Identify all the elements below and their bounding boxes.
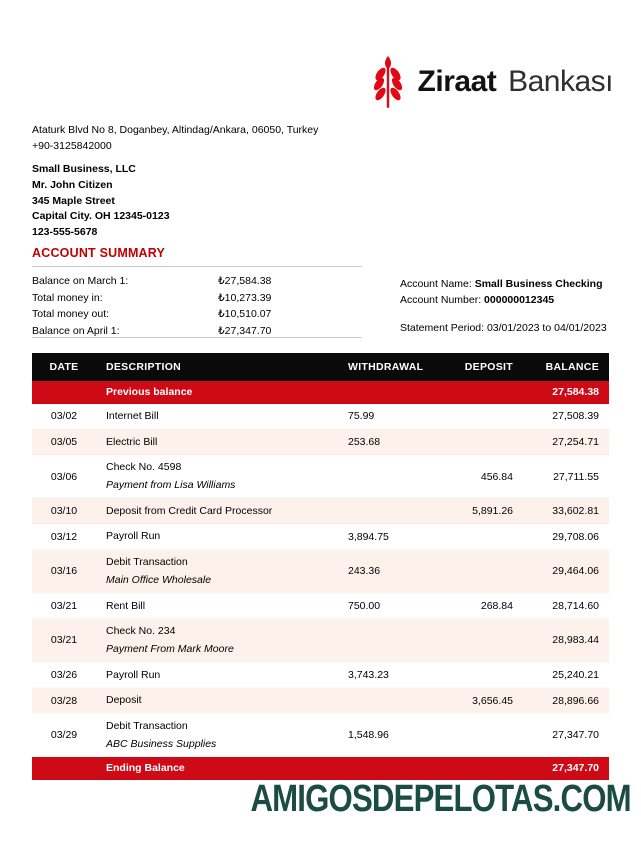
cell-date: 03/21 <box>32 619 96 662</box>
cell-empty <box>446 757 521 780</box>
transaction-row <box>32 455 609 498</box>
cell-date: 03/26 <box>32 662 96 688</box>
customer-name-line: Small Business, LLC <box>32 163 136 175</box>
account-number-line <box>400 292 607 308</box>
column-header-balance: BALANCE <box>521 353 609 381</box>
cell-withdrawal: 243.36 <box>336 550 446 593</box>
cell-balance: 27,347.70 <box>521 713 609 756</box>
cell-deposit <box>446 713 521 756</box>
summary-balances <box>32 273 271 339</box>
cell-withdrawal <box>336 498 446 524</box>
cell-withdrawal <box>336 619 446 662</box>
cell-withdrawal: 253.68 <box>336 429 446 455</box>
cell-deposit: 5,891.26 <box>446 498 521 524</box>
transaction-row <box>32 662 609 688</box>
cell-date: 03/29 <box>32 713 96 756</box>
cell-deposit <box>446 524 521 550</box>
description-note: Main Office Wholesale <box>106 573 212 586</box>
bank-address-line: Ataturk Blvd No 8, Doganbey, Altindag/Ankara, 06050, Turkey <box>32 124 319 136</box>
summary-account-info <box>400 276 607 336</box>
transaction-row <box>32 688 609 714</box>
transaction-row <box>32 619 609 662</box>
transaction-rows <box>32 404 609 757</box>
statement-period: Statement Period: 03/01/2023 to 04/01/2023 <box>400 321 607 334</box>
cell-withdrawal: 3,743.23 <box>336 662 446 688</box>
bank-phone: +90-3125842000 <box>32 139 112 152</box>
logo-name-bold: Ziraat <box>417 65 497 98</box>
ending-balance-row <box>32 757 609 780</box>
description-text: Rent Bill <box>106 599 146 612</box>
cell-date: 03/12 <box>32 524 96 550</box>
cell-balance: 28,983.44 <box>521 619 609 662</box>
account-name-line <box>400 276 607 292</box>
cell-description <box>96 619 336 662</box>
column-header-withdrawal: WITHDRAWAL <box>336 353 446 381</box>
transaction-row <box>32 550 609 593</box>
cell-date: 03/06 <box>32 455 96 498</box>
transaction-row <box>32 404 609 430</box>
cell-balance: 27,711.55 <box>521 455 609 498</box>
column-header-deposit: DEPOSIT <box>446 353 521 381</box>
summary-bottom-divider <box>32 337 362 338</box>
summary-value: ₺27,584.38 <box>218 275 272 288</box>
cell-balance: 29,708.06 <box>521 524 609 550</box>
description-text: Check No. 4598 <box>106 461 182 474</box>
logo-name-regular: Bankası <box>508 65 613 98</box>
description-text: Debit Transaction <box>106 719 188 732</box>
ending-balance-value: 27,347.70 <box>521 757 609 780</box>
customer-street-line: 345 Maple Street <box>32 194 115 207</box>
cell-withdrawal <box>336 455 446 498</box>
cell-withdrawal: 3,894.75 <box>336 524 446 550</box>
cell-withdrawal: 750.00 <box>336 593 446 619</box>
summary-label: Total money out: <box>32 308 110 321</box>
cell-date: 03/05 <box>32 429 96 455</box>
cell-description <box>96 455 336 498</box>
cell-description <box>96 688 336 714</box>
cell-date: 03/28 <box>32 688 96 714</box>
wheat-icon <box>368 55 408 109</box>
bank-address-block <box>32 123 318 155</box>
cell-balance: 28,896.66 <box>521 688 609 714</box>
account-number-label: Account Number: <box>400 294 482 307</box>
transactions-table <box>32 353 609 780</box>
cell-withdrawal <box>336 688 446 714</box>
ending-balance-label: Ending Balance <box>96 757 336 780</box>
cell-balance: 27,254.71 <box>521 429 609 455</box>
cell-deposit <box>446 619 521 662</box>
cell-description <box>96 662 336 688</box>
cell-empty <box>32 381 96 404</box>
cell-empty <box>32 757 96 780</box>
cell-deposit: 456.84 <box>446 455 521 498</box>
cell-date: 03/10 <box>32 498 96 524</box>
summary-label: Balance on March 1: <box>32 275 129 288</box>
previous-balance-label: Previous balance <box>96 381 336 404</box>
summary-value: ₺10,510.07 <box>218 308 272 321</box>
column-header-description: DESCRIPTION <box>96 353 336 381</box>
cell-deposit: 268.84 <box>446 593 521 619</box>
transaction-row <box>32 524 609 550</box>
cell-description <box>96 429 336 455</box>
cell-description <box>96 593 336 619</box>
cell-date: 03/16 <box>32 550 96 593</box>
customer-contact-line: Mr. John Citizen <box>32 178 113 191</box>
cell-date: 03/21 <box>32 593 96 619</box>
cell-description <box>96 524 336 550</box>
description-text: Payroll Run <box>106 668 161 681</box>
transaction-row <box>32 498 609 524</box>
cell-description <box>96 713 336 756</box>
account-number-value: 000000012345 <box>484 294 555 307</box>
account-name-value: Small Business Checking <box>474 278 603 290</box>
description-note: ABC Business Supplies <box>106 737 217 750</box>
summary-value: ₺27,347.70 <box>218 324 272 337</box>
summary-label: Balance on April 1: <box>32 324 120 337</box>
previous-balance-row <box>32 381 609 404</box>
cell-balance: 27,508.39 <box>521 404 609 430</box>
table-header-row <box>32 353 609 381</box>
description-text: Payroll Run <box>106 530 161 543</box>
description-text: Deposit <box>106 694 142 707</box>
customer-phone-line: 123-555-5678 <box>32 226 98 238</box>
description-note: Payment from Lisa Williams <box>106 479 236 492</box>
cell-balance: 29,464.06 <box>521 550 609 593</box>
summary-row <box>32 306 271 323</box>
cell-balance: 25,240.21 <box>521 662 609 688</box>
bank-logo <box>368 55 613 109</box>
previous-balance-value: 27,584.38 <box>521 381 609 404</box>
customer-city-line: Capital City. OH 12345-0123 <box>32 210 170 223</box>
cell-description <box>96 404 336 430</box>
description-text: Debit Transaction <box>106 556 188 569</box>
cell-withdrawal: 75.99 <box>336 404 446 430</box>
transaction-row <box>32 713 609 756</box>
description-text: Check No. 234 <box>106 625 176 638</box>
cell-description <box>96 550 336 593</box>
transaction-row <box>32 429 609 455</box>
description-text: Internet Bill <box>106 410 159 422</box>
cell-date: 03/02 <box>32 404 96 430</box>
cell-withdrawal: 1,548.96 <box>336 713 446 756</box>
account-name-label: Account Name: <box>400 278 472 290</box>
cell-deposit: 3,656.45 <box>446 688 521 714</box>
cell-deposit <box>446 404 521 430</box>
cell-description <box>96 498 336 524</box>
bank-logo-text <box>418 65 613 99</box>
summary-row <box>32 290 271 307</box>
summary-value: ₺10,273.39 <box>218 291 272 304</box>
description-note: Payment From Mark Moore <box>106 642 234 655</box>
cell-balance: 28,714.60 <box>521 593 609 619</box>
cell-empty <box>446 381 521 404</box>
customer-address-block <box>32 162 170 241</box>
account-summary-title: ACCOUNT SUMMARY <box>32 246 166 260</box>
summary-top-divider <box>32 266 362 267</box>
cell-balance: 33,602.81 <box>521 498 609 524</box>
cell-empty <box>336 381 446 404</box>
summary-label: Total money in: <box>32 291 103 304</box>
transaction-row <box>32 593 609 619</box>
description-text: Electric Bill <box>106 435 158 448</box>
description-text: Deposit from Credit Card Processor <box>106 504 273 517</box>
watermark-text: AMIGOSDEPELOTAS.COM <box>250 778 631 820</box>
column-header-date: DATE <box>32 353 96 381</box>
cell-empty <box>336 757 446 780</box>
cell-deposit <box>446 429 521 455</box>
cell-deposit <box>446 550 521 593</box>
cell-deposit <box>446 662 521 688</box>
summary-row <box>32 273 271 290</box>
